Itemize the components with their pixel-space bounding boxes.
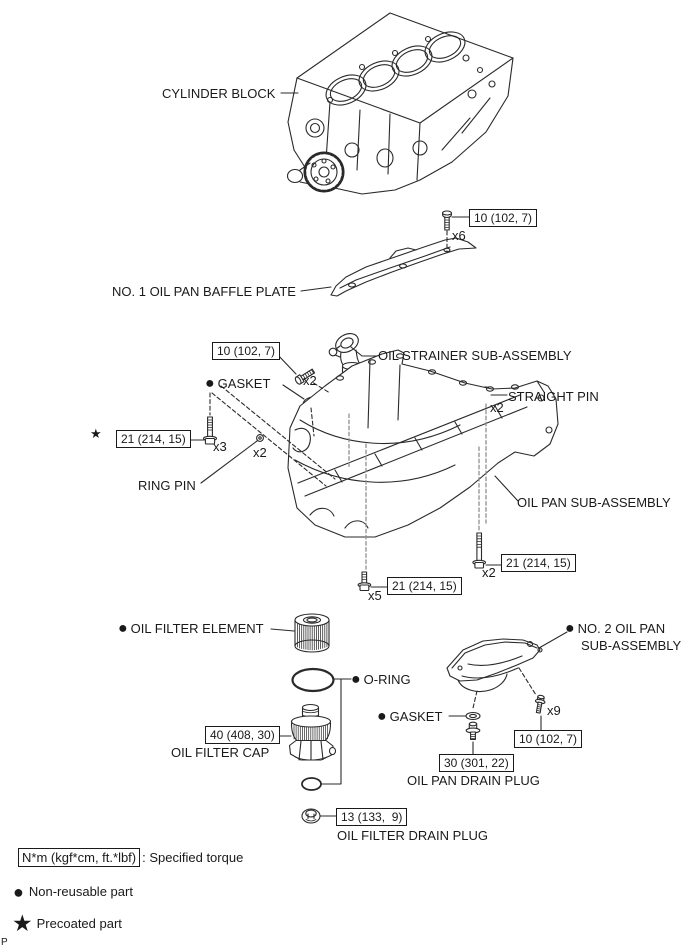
oil-pan-drain-plug-illustration	[466, 722, 480, 739]
straight-pin-label	[508, 389, 599, 404]
cylinder-block-label	[162, 86, 275, 101]
count-ring-pins: x2	[253, 445, 267, 460]
no2-oil-pan-text-line2: SUB-ASSEMBLY	[581, 638, 682, 653]
count-no2-pan-bolts: x9	[547, 703, 561, 718]
gasket-strainer-text: GASKET	[217, 376, 271, 391]
pan-bolt-long-illustration	[473, 533, 486, 568]
oil-pan-drain-plug-text: OIL PAN DRAIN PLUG	[407, 773, 540, 788]
oil-filter-element-label	[118, 621, 264, 636]
oil-pan-text: OIL PAN SUB-ASSEMBLY	[517, 495, 671, 510]
oil-strainer-label	[378, 348, 572, 363]
ring-pin-text: RING PIN	[138, 478, 196, 493]
count-baffle-bolts: x6	[452, 228, 466, 243]
ring-pin-illustration	[257, 435, 264, 442]
precoated-icon: ★	[90, 426, 102, 441]
oil-filter-drain-plug-text: OIL FILTER DRAIN PLUG	[337, 828, 488, 843]
gasket-strainer-label	[205, 376, 270, 391]
torque-oil-filter-drain-plug: 13 (133, 9)	[336, 808, 407, 826]
gasket-drain-text: GASKET	[389, 709, 443, 724]
baffle-plate-illustration	[331, 238, 476, 296]
legend-precoated-text: Precoated part	[36, 915, 122, 931]
count-strainer-bolts: x2	[303, 373, 317, 388]
oil-filter-cap-text: OIL FILTER CAP	[171, 745, 270, 760]
legend-torque	[18, 848, 243, 867]
small-o-ring-illustration	[302, 778, 321, 790]
legend-non-reusable-text: Non-reusable part	[28, 884, 133, 899]
page-marker: P	[1, 937, 8, 948]
legend-non-reusable	[13, 881, 133, 902]
oil-pan-label	[517, 495, 671, 510]
oil-filter-cap-illustration	[290, 705, 336, 761]
no2-oil-pan-illustration	[447, 639, 542, 692]
legend-torque-text: : Specified torque	[142, 850, 244, 865]
drain-gasket-illustration	[466, 713, 480, 720]
oil-filter-drain-plug-illustration	[302, 809, 320, 823]
oil-filter-drain-plug-label	[337, 828, 488, 843]
straight-pin-text: STRAIGHT PIN	[508, 389, 599, 404]
no2-pan-bolt-illustration	[533, 695, 546, 714]
torque-no2-pan-bolts: 10 (102, 7)	[514, 730, 582, 748]
torque-pan-bolts-precoated: 21 (214, 15)	[116, 430, 191, 448]
oil-strainer-text: OIL STRAINER SUB-ASSEMBLY	[378, 348, 572, 363]
non-reusable-icon: ●	[565, 620, 575, 637]
baffle-plate-text: NO. 1 OIL PAN BAFFLE PLATE	[112, 284, 296, 299]
non-reusable-icon: ●	[118, 620, 128, 637]
oil-filter-element-text: OIL FILTER ELEMENT	[130, 621, 264, 636]
oil-filter-element-illustration	[295, 614, 329, 652]
o-ring-illustration	[293, 669, 334, 691]
oil-pan-drain-plug-label	[407, 773, 540, 788]
non-reusable-icon: ●	[13, 881, 24, 902]
legend-torque-unit-box: N*m (kgf*cm, ft.*lbf)	[18, 848, 140, 867]
gasket-drain-label	[377, 709, 442, 724]
oil-filter-cap-label	[171, 745, 269, 760]
cylinder-block-text: CYLINDER BLOCK	[162, 86, 276, 101]
non-reusable-icon: ●	[377, 708, 387, 725]
ring-pin-label	[138, 478, 196, 493]
non-reusable-icon: ●	[205, 375, 215, 392]
torque-oil-filter-cap: 40 (408, 30)	[205, 726, 280, 744]
cylinder-block-illustration	[288, 13, 514, 194]
o-ring-text: O-RING	[363, 672, 411, 687]
torque-strainer-bolts: 10 (102, 7)	[212, 342, 280, 360]
no2-oil-pan-label	[565, 620, 681, 654]
torque-pan-bolts-x2: 21 (214, 15)	[501, 554, 576, 572]
precoated-icon: ★	[12, 910, 33, 936]
count-pan-bolts-x5: x5	[368, 588, 382, 603]
count-straight-pins: x2	[490, 400, 504, 415]
legend-precoated	[12, 910, 122, 936]
torque-pan-bolts-x5: 21 (214, 15)	[387, 577, 462, 595]
baffle-bolt-illustration	[443, 211, 452, 230]
count-pan-bolts-x2: x2	[482, 565, 496, 580]
torque-baffle-bolts: 10 (102, 7)	[469, 209, 537, 227]
torque-oil-pan-drain-plug: 30 (301, 22)	[439, 754, 514, 772]
o-ring-label	[351, 672, 411, 687]
baffle-plate-label	[112, 284, 296, 299]
count-pan-bolts-precoated: x3	[213, 439, 227, 454]
no2-oil-pan-text-line1: NO. 2 OIL PAN	[577, 621, 666, 636]
non-reusable-icon: ●	[351, 671, 361, 688]
